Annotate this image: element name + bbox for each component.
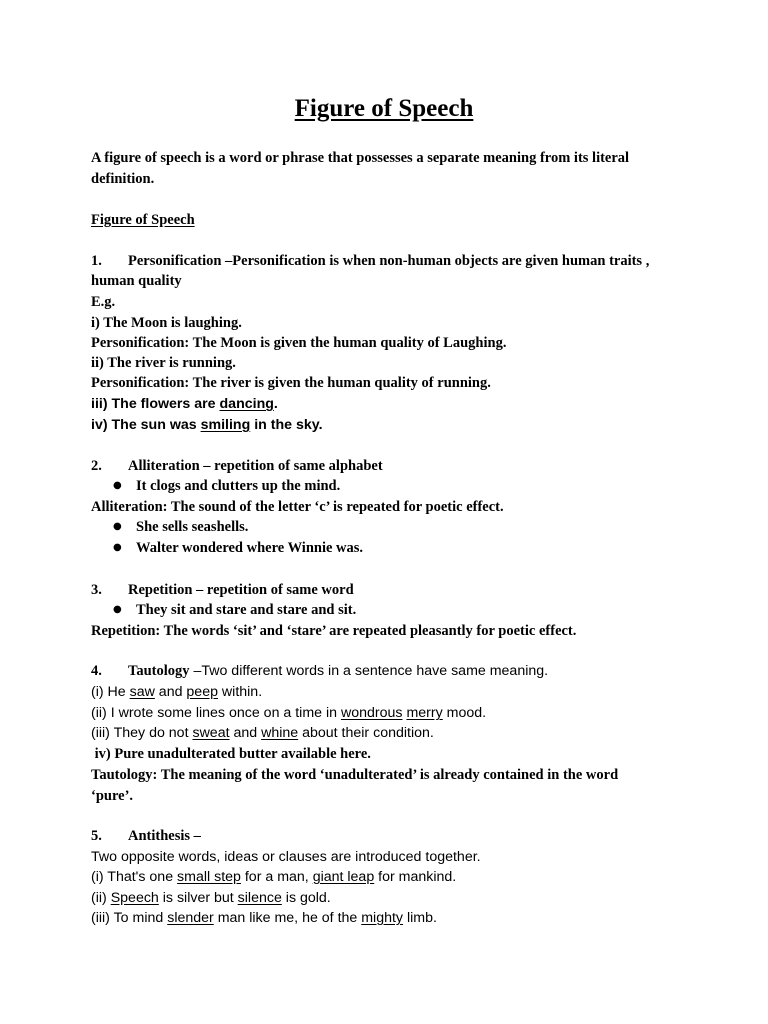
tautology-heading-bold: Tautology bbox=[128, 663, 190, 679]
underlined-word: whine bbox=[261, 725, 299, 741]
underlined-word: wondrous bbox=[340, 705, 403, 721]
item-number: 3. bbox=[91, 582, 102, 598]
text-segment: (i) That's one bbox=[91, 869, 178, 885]
page-title: Figure of Speech bbox=[294, 95, 474, 122]
underlined-word: Speech bbox=[110, 890, 159, 906]
personification-heading-cont: human quality bbox=[91, 273, 182, 289]
underlined-word: small step bbox=[177, 869, 241, 885]
underlined-word: merry bbox=[406, 705, 443, 721]
underlined-word: silence bbox=[237, 890, 282, 906]
personification-example-2: ii) The river is running. bbox=[91, 355, 236, 371]
text-segment: . bbox=[273, 396, 278, 412]
text-segment: within. bbox=[217, 684, 263, 700]
bullet-icon: ● bbox=[113, 604, 122, 615]
text-segment: in the sky. bbox=[250, 417, 323, 433]
text-segment: mood. bbox=[442, 705, 487, 721]
underlined-word: dancing bbox=[219, 396, 274, 412]
personification-example-4 bbox=[91, 415, 323, 435]
underlined-word: saw bbox=[129, 684, 155, 700]
personification-note-1: Personification: The Moon is given the human quality of Laughing. bbox=[91, 335, 507, 351]
antithesis-heading-text: Antithesis – bbox=[128, 828, 201, 844]
text-segment: (ii) bbox=[91, 890, 111, 906]
tautology-example-2 bbox=[91, 703, 486, 723]
bullet-icon: ● bbox=[113, 521, 122, 532]
repetition-heading bbox=[91, 580, 354, 600]
antithesis-heading bbox=[91, 826, 201, 846]
item-number: 2. bbox=[91, 458, 102, 474]
text-segment: (iii) To mind bbox=[91, 910, 168, 926]
alliteration-heading-text: Alliteration – repetition of same alphabet bbox=[128, 458, 383, 474]
text-segment: and bbox=[229, 725, 262, 741]
personification-heading-text: Personification –Personification is when non-human objects are given human traits , bbox=[128, 253, 650, 269]
repetition-note: Repetition: The words ‘sit’ and ‘stare’ are repeated pleasantly for poetic effect. bbox=[91, 623, 577, 639]
text-segment: for a man, bbox=[240, 869, 313, 885]
intro-line-1: A figure of speech is a word or phrase that possesses a separate meaning from its literal bbox=[91, 150, 630, 166]
bullet-icon: ● bbox=[113, 480, 122, 491]
text-segment: for mankind. bbox=[374, 869, 457, 885]
text-segment: is silver but bbox=[158, 890, 238, 906]
alliteration-bullet-2: She sells seashells. bbox=[136, 519, 249, 535]
antithesis-description: Two opposite words, ideas or clauses are introduced together. bbox=[91, 849, 481, 865]
underlined-word: sweat bbox=[192, 725, 230, 741]
text-segment: (iii) They do not bbox=[91, 725, 193, 741]
section-heading: Figure of Speech bbox=[91, 212, 195, 228]
tautology-note-line-1: Tautology: The meaning of the word ‘unadulterated’ is already contained in the word bbox=[91, 767, 619, 783]
text-segment: (ii) I wrote some lines once on a time in bbox=[91, 705, 341, 721]
text-segment: iii) The flowers are bbox=[91, 396, 220, 412]
repetition-bullet-1: They sit and stare and stare and sit. bbox=[136, 602, 357, 618]
alliteration-bullet-3: Walter wondered where Winnie was. bbox=[136, 540, 364, 556]
antithesis-example-1 bbox=[91, 867, 456, 887]
text-segment: is gold. bbox=[281, 890, 331, 906]
bullet-icon: ● bbox=[113, 542, 122, 553]
underlined-word: smiling bbox=[200, 417, 251, 433]
tautology-note-line-2: ‘pure’. bbox=[91, 788, 134, 804]
tautology-example-3 bbox=[91, 723, 434, 743]
text-segment: iv) The sun was bbox=[91, 417, 201, 433]
tautology-example-1 bbox=[91, 682, 262, 702]
antithesis-example-2 bbox=[91, 888, 331, 908]
underlined-word: giant leap bbox=[312, 869, 375, 885]
text-segment: (i) He bbox=[91, 684, 130, 700]
item-number: 4. bbox=[91, 663, 102, 679]
personification-example-1: i) The Moon is laughing. bbox=[91, 315, 242, 331]
eg-label: E.g. bbox=[91, 294, 116, 310]
alliteration-heading bbox=[91, 456, 383, 476]
item-number: 5. bbox=[91, 828, 102, 844]
tautology-heading-text: –Two different words in a sentence have same meaning. bbox=[189, 663, 549, 679]
underlined-word: peep bbox=[186, 684, 218, 700]
intro-line-2: definition. bbox=[91, 171, 155, 187]
tautology-heading bbox=[91, 661, 548, 681]
tautology-example-4: iv) Pure unadulterated butter available here. bbox=[91, 746, 371, 762]
alliteration-bullet-1: It clogs and clutters up the mind. bbox=[136, 478, 341, 494]
repetition-heading-text: Repetition – repetition of same word bbox=[128, 582, 354, 598]
text-segment: and bbox=[154, 684, 187, 700]
text-segment: man like me, he of the bbox=[213, 910, 362, 926]
antithesis-example-3 bbox=[91, 908, 437, 928]
personification-note-2: Personification: The river is given the human quality of running. bbox=[91, 375, 491, 391]
alliteration-note: Alliteration: The sound of the letter ‘c’ is repeated for poetic effect. bbox=[91, 499, 504, 515]
item-number: 1. bbox=[91, 253, 102, 269]
text-segment: about their condition. bbox=[298, 725, 434, 741]
personification-heading bbox=[91, 251, 649, 271]
underlined-word: mighty bbox=[361, 910, 404, 926]
text-segment: limb. bbox=[403, 910, 437, 926]
underlined-word: slender bbox=[167, 910, 214, 926]
personification-example-3 bbox=[91, 394, 278, 414]
